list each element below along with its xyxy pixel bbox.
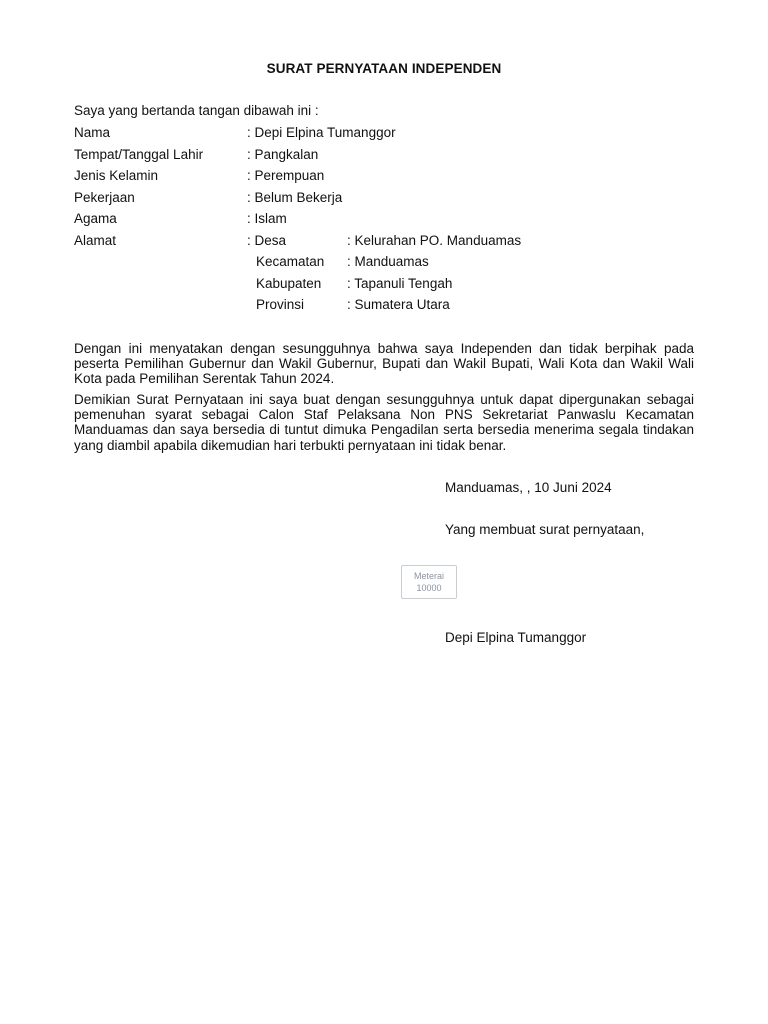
address-kabupaten-label: Kabupaten — [256, 276, 322, 291]
stamp-value: 10000 — [416, 582, 442, 593]
closing-paragraph: Demikian Surat Pernyataan ini saya buat dengan sesungguhnya untuk dapat dipergunakan sebagai pemenuhan syarat sebagai Calon Staf Pelaksana Non PNS Sekretariat Panwaslu Kecamatan Manduamas dan saya bersedia di tuntut dimuka Pengadilan serta bersedia menerima segala tindakan yang diambil apabila dikemudian hari terbukti pernyataan ini tidak benar. — [74, 392, 694, 453]
field-label-alamat: Alamat — [74, 233, 117, 248]
field-label-ttl: Tempat/Tanggal Lahir — [74, 147, 204, 162]
place-date: Manduamas, , 10 Juni 2024 — [445, 480, 612, 495]
address-provinsi-label: Provinsi — [256, 297, 305, 312]
field-value-alamat-desa-label: : Desa — [247, 233, 287, 248]
address-desa-value: : Kelurahan PO. Manduamas — [347, 233, 522, 248]
address-kabupaten-value: : Tapanuli Tengah — [347, 276, 453, 291]
field-value-ttl: : Pangkalan — [247, 147, 319, 162]
field-label-jenis-kelamin: Jenis Kelamin — [74, 168, 159, 183]
field-value-pekerjaan: : Belum Bekerja — [247, 190, 343, 205]
field-value-nama: : Depi Elpina Tumanggor — [247, 125, 396, 140]
meterai-stamp — [401, 565, 457, 599]
statement-paragraph: Dengan ini menyatakan dengan sesungguhnya bahwa saya Independen dan tidak berpihak pada peserta Pemilihan Gubernur dan Wakil Gubernur, Bupati dan Wakil Bupati, Wali Kota dan Wakil Wali Kota pada Pemilihan Serentak Tahun 2024. — [74, 341, 694, 387]
document-title: SURAT PERNYATAAN INDEPENDEN — [266, 61, 502, 76]
address-kecamatan-value: : Manduamas — [347, 254, 429, 269]
field-value-agama: : Islam — [247, 211, 287, 226]
signature-caption: Yang membuat surat pernyataan, — [445, 522, 645, 537]
field-value-jenis-kelamin: : Perempuan — [247, 168, 325, 183]
field-label-pekerjaan: Pekerjaan — [74, 190, 135, 205]
address-provinsi-value: : Sumatera Utara — [347, 297, 450, 312]
address-kecamatan-label: Kecamatan — [256, 254, 325, 269]
intro-text: Saya yang bertanda tangan dibawah ini : — [74, 103, 319, 118]
signer-name: Depi Elpina Tumanggor — [445, 630, 587, 645]
field-label-agama: Agama — [74, 211, 117, 226]
stamp-label: Meterai — [413, 571, 444, 581]
field-label-nama: Nama — [74, 125, 111, 140]
